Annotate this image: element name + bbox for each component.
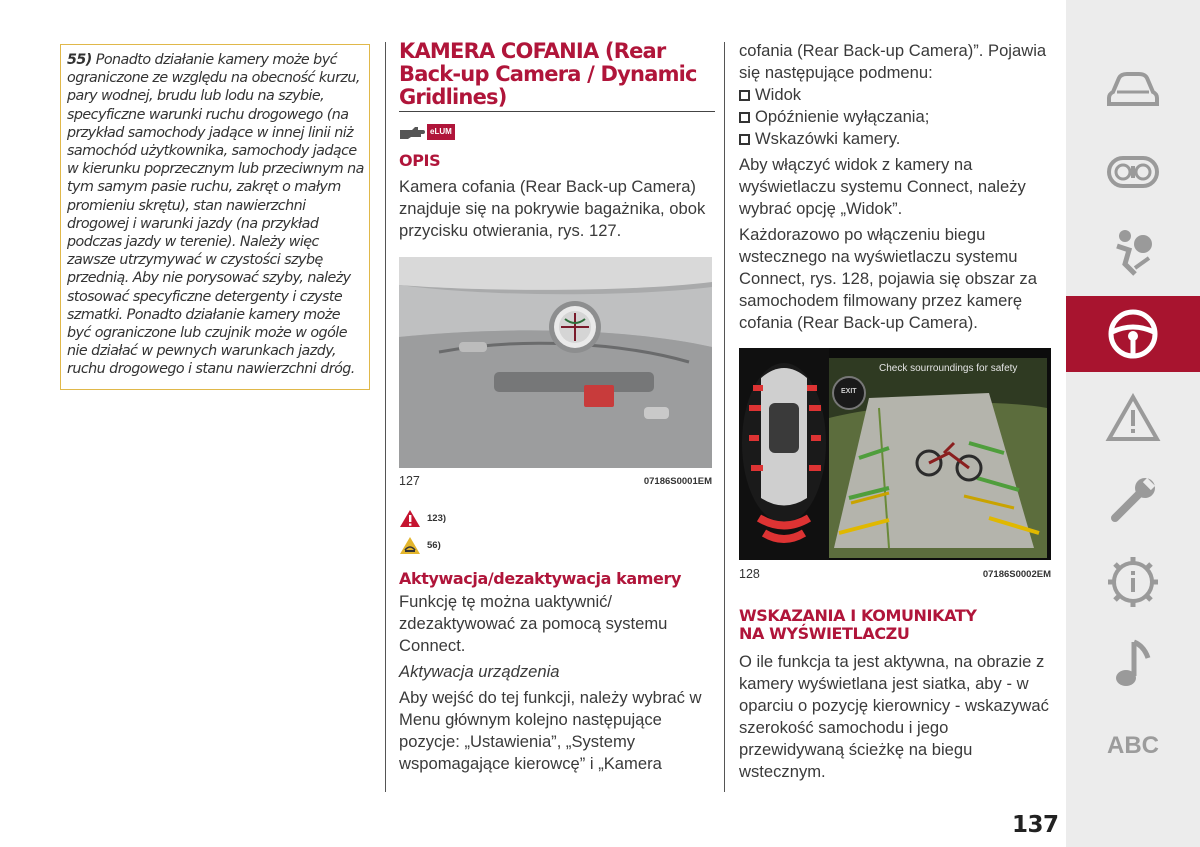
warning-ref-2 (399, 536, 715, 555)
activation-paragraph: Funkcję tę można uaktywnić/ zdezaktywować za pomocą systemu Connect. (399, 592, 668, 655)
symbol-row (399, 124, 715, 140)
column-2 (399, 40, 715, 775)
hand-point-icon (399, 125, 425, 139)
submenu-item (739, 128, 1055, 150)
footnote-box (60, 44, 370, 390)
intro-paragraph: Kamera cofania (Rear Back-up Camera) znajduje się na pokrywie bagażnika, obok przycisku otwierania, rys. 127. (399, 177, 706, 240)
submenu-item (739, 106, 1055, 128)
figure-127 (399, 257, 712, 468)
tab-index[interactable] (1066, 708, 1200, 784)
tab-technical-data[interactable] (1066, 544, 1200, 620)
figure-128-caption (739, 567, 1051, 581)
activation-subheading: Aktywacja/dezaktywacja kamery (399, 569, 682, 588)
warning-triangle-icon (1105, 393, 1161, 443)
camera-display-screen (739, 348, 1051, 560)
figure-127-code: 07186S0001EM (643, 475, 712, 487)
footnote-body: Ponadto działanie kamery może być ograniczone ze względu na obecność kurzu, pary wodnej, brudu lub lodu na szybie, specyficzne warunki ruchu drogowego (na przykład samochody jadące w innej linii niż samochód użytkownika, samochody jadące w kierunku poprzecznym lub przeciwnym na tym samym pasie ruchu, zakręt o małym promieniu skrętu), stan nawierzchni drogowej i warunki jazdy (na przykład podczas jazdy w terenie). Należy więc zawsze utrzymywać w czystości szybę przednią. Aby nie porysować szyby, należy stosować specyficzne detergenty i czyste szmatki. Ponadto działanie kamery może być ograniczone lub czujnik może w ogóle nie działać w pewnych warunkach jazdy, ruchu drogowego i stanu nawierzchni dróg. (67, 52, 364, 378)
wrench-icon (1105, 472, 1161, 528)
menu-path-paragraph: Aby wejść do tej funkcji, należy wybrać w Menu głównym kolejno następujące pozycje: „Ustawienia”, „Systemy wspomagające kierowcę” i „Kamera (399, 688, 702, 773)
figure-128 (739, 348, 1051, 560)
device-activation-label: Aktywacja urządzenia (399, 662, 560, 681)
checkbox-icon (739, 112, 750, 123)
footnote-number: 55) (67, 52, 92, 68)
warning-ref-1 (399, 509, 715, 528)
checkbox-icon (739, 90, 750, 101)
tab-multimedia[interactable] (1066, 626, 1200, 702)
exit-button-label: EXIT (841, 388, 857, 395)
reverse-gear-paragraph: Każdorazowo po włączeniu biegu wstecznego na wyświetlaczu systemu Connect, rys. 128, pojawia się obszar za samochodem filmowany przez kamerę cofania (Rear Back-up Camera). (739, 225, 1037, 332)
gridlines-paragraph: O ile funkcja ta jest aktywna, na obrazie z kamery wyświetlana jest siatka, aby - w oparciu o pozycję kierownicy - wskazywać szerokość samochodu i jego przewidywaną ścieżkę na biegu wstecznym. (739, 652, 1049, 781)
index-abc-label: ABC (1107, 732, 1159, 759)
submenu-intro: cofania (Rear Back-up Camera)”. Pojawia się następujące podmenu: (739, 41, 1047, 82)
tab-maintenance[interactable] (1066, 462, 1200, 538)
section-title: KAMERA COFANIA (Rear Back-up Camera / Dynamic Gridlines) (399, 40, 715, 112)
steering-wheel-icon (1107, 308, 1159, 360)
figure-128-number: 128 (739, 567, 760, 581)
submenu-item-label: Opóźnienie wyłączania; (755, 107, 930, 126)
tab-dashboard[interactable] (1066, 134, 1200, 210)
elum-badge: eLUM (427, 124, 455, 140)
figure-128-code: 07186S0002EM (982, 568, 1051, 580)
tab-driving[interactable] (1066, 296, 1200, 372)
figure-127-number: 127 (399, 474, 420, 488)
checkbox-icon (739, 134, 750, 145)
footnote-text (67, 51, 365, 379)
music-note-icon (1108, 636, 1158, 692)
column-divider-2 (724, 42, 725, 792)
tab-safety[interactable] (1066, 214, 1200, 290)
submenu-item-label: Wskazówki kamery. (755, 129, 901, 148)
airbag-seat-icon (1105, 224, 1161, 280)
opis-heading: OPIS (399, 151, 441, 170)
view-paragraph: Aby włączyć widok z kamery na wyświetlaczu systemu Connect, należy wybrać opcję „Widok”. (739, 155, 1026, 218)
page-number: 137 (1012, 812, 1059, 838)
attention-caution-icon (399, 536, 421, 555)
trunk-camera-photo (399, 257, 712, 468)
info-gear-icon (1105, 554, 1161, 610)
dashboard-gauges-icon (1105, 152, 1161, 192)
car-icon (1105, 70, 1161, 110)
submenu-item-label: Widok (755, 85, 802, 104)
tab-emergency[interactable] (1066, 380, 1200, 456)
warning-ref-1-text: 123) (427, 513, 447, 524)
warning-triangle-icon (399, 509, 421, 528)
chapter-sidebar (1066, 0, 1200, 847)
tab-car[interactable] (1066, 52, 1200, 128)
column-3 (739, 40, 1055, 783)
submenu-item (739, 84, 1055, 106)
column-divider-1 (385, 42, 386, 792)
figure-127-caption (399, 474, 712, 488)
screen-safety-text: Check sourroundings for safety (879, 363, 1018, 374)
warning-ref-2-text: 56) (427, 540, 441, 551)
display-indications-heading: WSKAZANIA I KOMUNIKATY NA WYŚWIETLACZU (739, 606, 977, 643)
